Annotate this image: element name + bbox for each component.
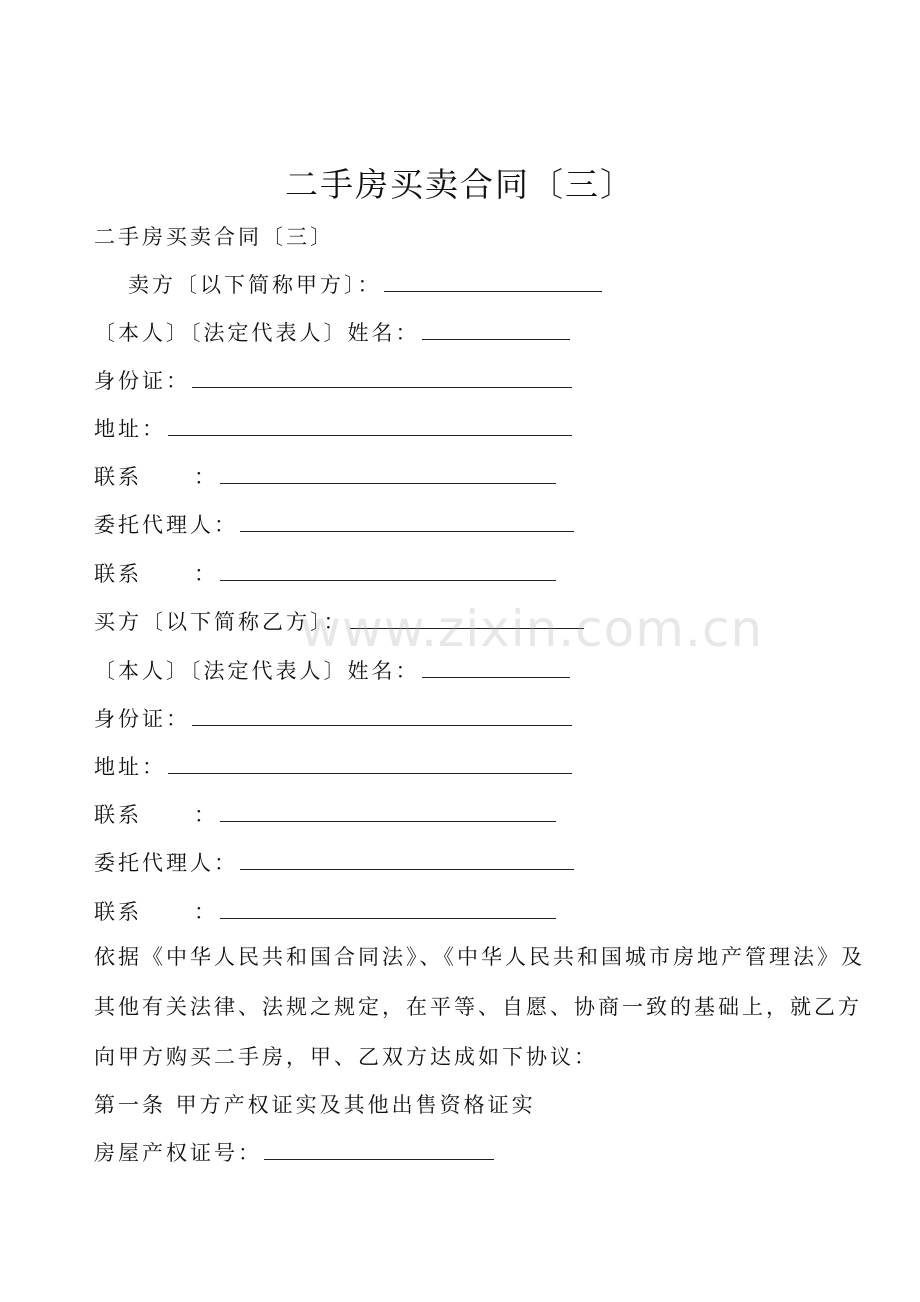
buyer-contact-colon: ：	[194, 803, 218, 827]
article-1-heading: 第一条 甲方产权证实及其他出售资格证实	[94, 1093, 536, 1117]
seller-party-label: 卖方〔以下简称甲方〕：	[128, 273, 382, 297]
seller-contact-line	[94, 461, 556, 493]
seller-agent-contact-label: 联系	[94, 562, 142, 586]
document-subtitle: 二手房买卖合同〔三〕	[94, 225, 334, 249]
property-cert-field[interactable]	[264, 1145, 494, 1160]
seller-name-line	[94, 317, 570, 349]
buyer-contact-label: 联系	[94, 803, 142, 827]
seller-contact-colon: ：	[194, 465, 218, 489]
seller-agent-line	[94, 509, 574, 541]
buyer-id-label: 身份证：	[94, 707, 190, 731]
property-cert-label: 房屋产权证号：	[94, 1141, 262, 1165]
buyer-id-line	[94, 703, 572, 735]
seller-party-field[interactable]	[384, 277, 602, 292]
buyer-party-field[interactable]	[350, 614, 584, 629]
intro-line-2: 其他有关法律、法规之规定，在平等、自愿、协商一致的基础上，就乙方	[94, 995, 862, 1019]
property-cert-line	[94, 1137, 494, 1169]
buyer-name-label: 〔本人〕〔法定代表人〕姓名：	[94, 659, 420, 683]
seller-agent-contact-line	[94, 558, 556, 590]
watermark: www.zixin.com.cn	[300, 600, 764, 658]
buyer-agent-contact-colon: ：	[194, 900, 218, 924]
intro-line-3: 向甲方购买二手房，甲、乙双方达成如下协议：	[94, 1045, 598, 1069]
document-title: 二手房买卖合同〔三〕	[285, 165, 635, 204]
buyer-party-line	[94, 606, 584, 638]
buyer-agent-label: 委托代理人：	[94, 851, 238, 875]
seller-name-label: 〔本人〕〔法定代表人〕姓名：	[94, 321, 420, 345]
seller-name-field[interactable]	[422, 325, 570, 340]
seller-address-field[interactable]	[168, 421, 572, 436]
buyer-party-label: 买方〔以下简称乙方〕：	[94, 610, 348, 634]
seller-agent-field[interactable]	[240, 517, 574, 532]
seller-contact-label: 联系	[94, 465, 142, 489]
seller-address-line	[94, 413, 572, 445]
seller-id-line	[94, 365, 572, 397]
buyer-name-line	[94, 655, 570, 687]
buyer-agent-contact-field[interactable]	[220, 904, 556, 919]
buyer-agent-contact-line	[94, 896, 556, 928]
buyer-name-field[interactable]	[422, 663, 570, 678]
buyer-contact-line	[94, 799, 556, 831]
seller-agent-contact-colon: ：	[194, 562, 218, 586]
seller-address-label: 地址：	[94, 417, 166, 441]
intro-line-1: 依据《中华人民共和国合同法》、《中华人民共和国城市房地产管理法》及	[94, 945, 865, 969]
buyer-address-line	[94, 751, 572, 783]
seller-id-field[interactable]	[192, 373, 572, 388]
seller-agent-contact-field[interactable]	[220, 566, 556, 581]
seller-party-line	[128, 269, 602, 301]
buyer-id-field[interactable]	[192, 711, 572, 726]
buyer-agent-field[interactable]	[240, 855, 574, 870]
buyer-contact-field[interactable]	[220, 807, 556, 822]
buyer-address-label: 地址：	[94, 755, 166, 779]
seller-contact-field[interactable]	[220, 469, 556, 484]
seller-id-label: 身份证：	[94, 369, 190, 393]
buyer-agent-line	[94, 847, 574, 879]
buyer-agent-contact-label: 联系	[94, 900, 142, 924]
buyer-address-field[interactable]	[168, 759, 572, 774]
seller-agent-label: 委托代理人：	[94, 513, 238, 537]
